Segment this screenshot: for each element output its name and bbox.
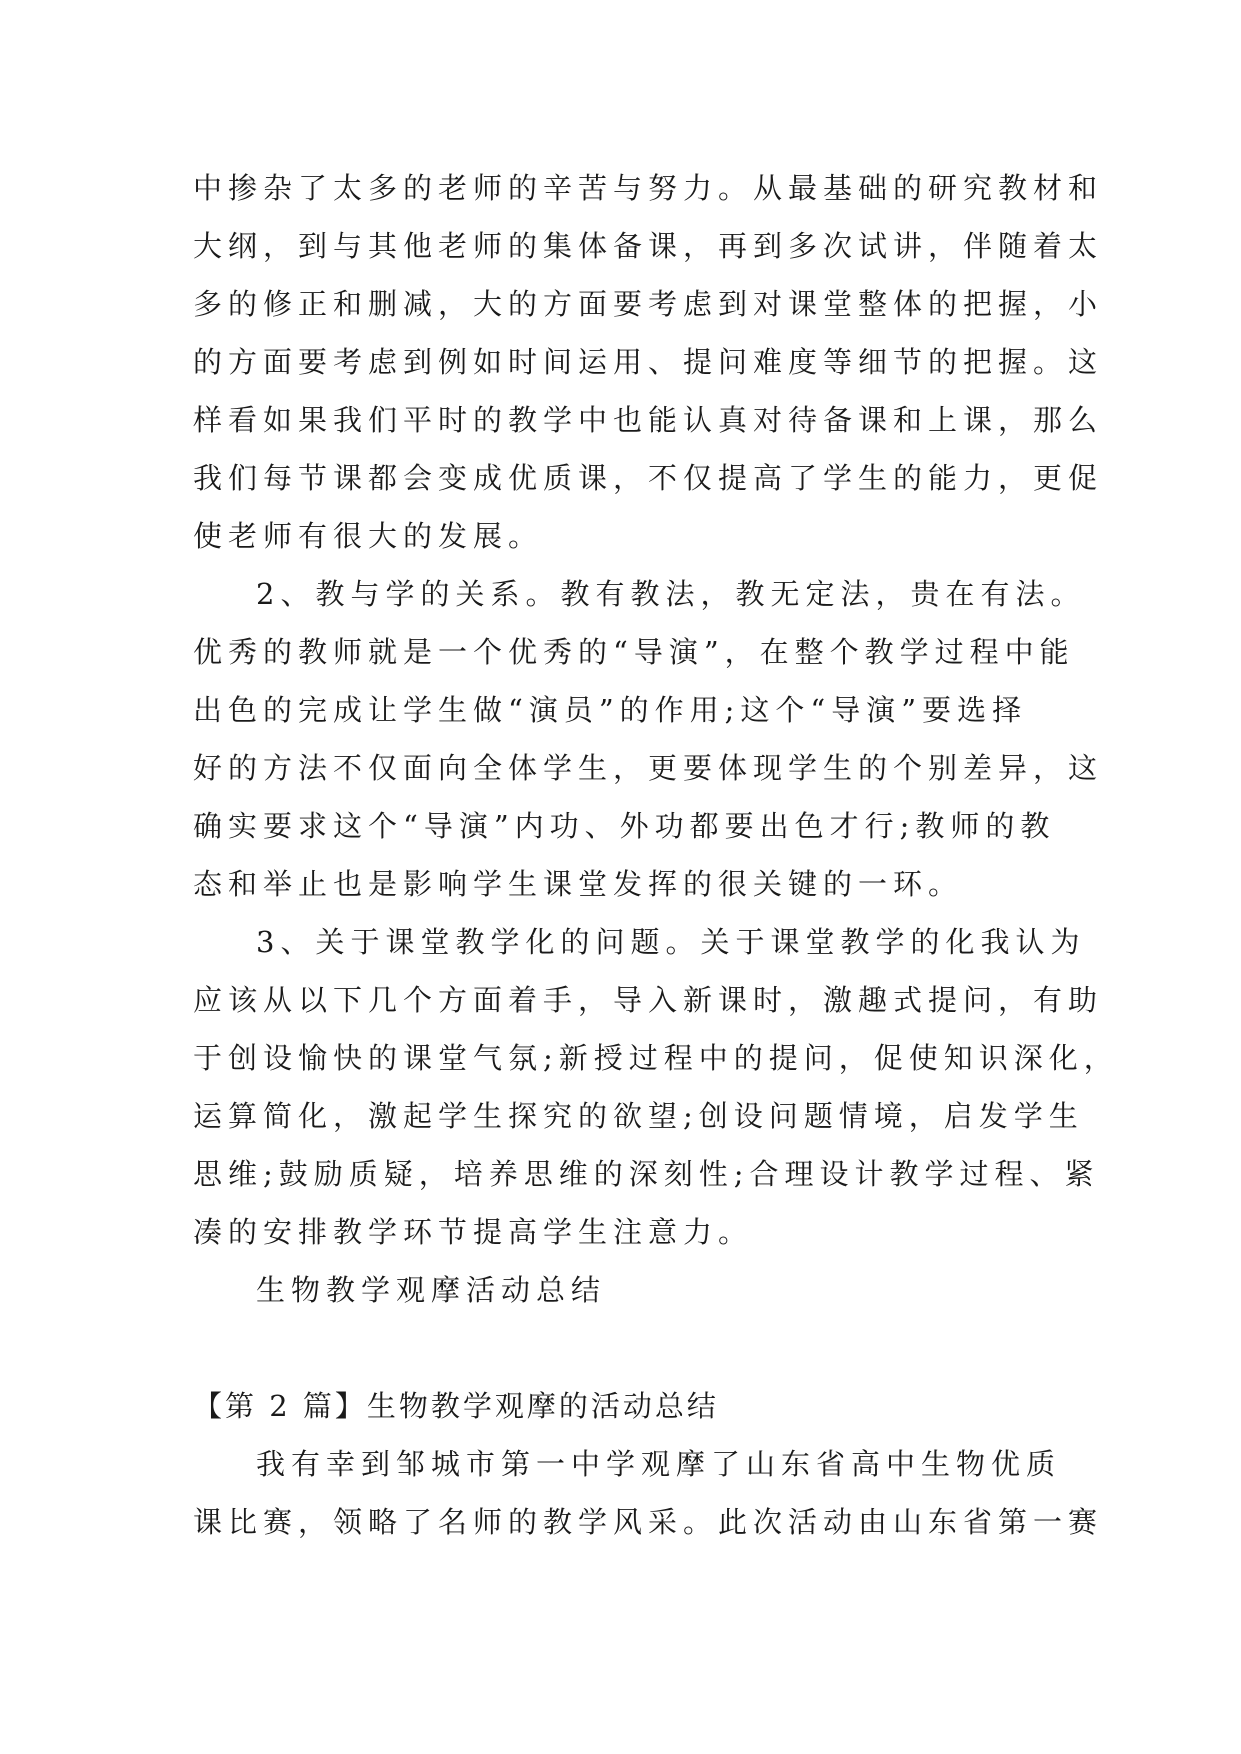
article-heading: 【第 2 篇】生物教学观摩的活动总结 [193, 1389, 719, 1423]
paragraph-line: 使老师有很大的发展。 [193, 519, 544, 553]
section-title: 生物教学观摩活动总结 [256, 1273, 607, 1307]
paragraph-line: 的方面要考虑到例如时间运用、提问难度等细节的把握。这 [193, 345, 1104, 379]
paragraph-line: 凑的安排教学环节提高学生注意力。 [193, 1215, 754, 1249]
paragraph-line: 运算简化，激起学生探究的欲望;创设问题情境，启发学生 [193, 1099, 1084, 1133]
paragraph-line: 确实要求这个“导演”内功、外功都要出色才行;教师的教 [193, 809, 1056, 843]
paragraph-line: 应该从以下几个方面着手，导入新课时，激趣式提问，有助 [193, 983, 1104, 1017]
paragraph-line: 态和举止也是影响学生课堂发挥的很关键的一环。 [193, 867, 964, 901]
paragraph-line: 优秀的教师就是一个优秀的“导演”，在整个教学过程中能 [193, 635, 1075, 669]
paragraph-line: 多的修正和删减，大的方面要考虑到对课堂整体的把握，小 [193, 287, 1104, 321]
paragraph-line: 出色的完成让学生做“演员”的作用;这个“导演”要选择 [193, 693, 1028, 727]
paragraph-line: 我们每节课都会变成优质课，不仅提高了学生的能力，更促 [193, 461, 1104, 495]
paragraph-line: 中掺杂了太多的老师的辛苦与努力。从最基础的研究教材和 [193, 171, 1104, 205]
paragraph-line: 大纲，到与其他老师的集体备课，再到多次试讲，伴随着太 [193, 229, 1104, 263]
paragraph-line: 于创设愉快的课堂气氛;新授过程中的提问，促使知识深化， [193, 1041, 1119, 1075]
paragraph-line: 好的方法不仅面向全体学生，更要体现学生的个别差异，这 [193, 751, 1104, 785]
paragraph-line: 思维;鼓励质疑，培养思维的深刻性;合理设计教学过程、紧 [193, 1157, 1100, 1191]
paragraph-line: 样看如果我们平时的教学中也能认真对待备课和上课，那么 [193, 403, 1104, 437]
paragraph-line: 2、教与学的关系。教有教法，教无定法，贵在有法。 [256, 577, 1086, 611]
paragraph-line: 3、关于课堂教学化的问题。关于课堂教学的化我认为 [256, 925, 1086, 959]
paragraph-line: 课比赛，领略了名师的教学风采。此次活动由山东省第一赛 [193, 1505, 1104, 1539]
paragraph-line: 我有幸到邹城市第一中学观摩了山东省高中生物优质 [256, 1447, 1062, 1481]
